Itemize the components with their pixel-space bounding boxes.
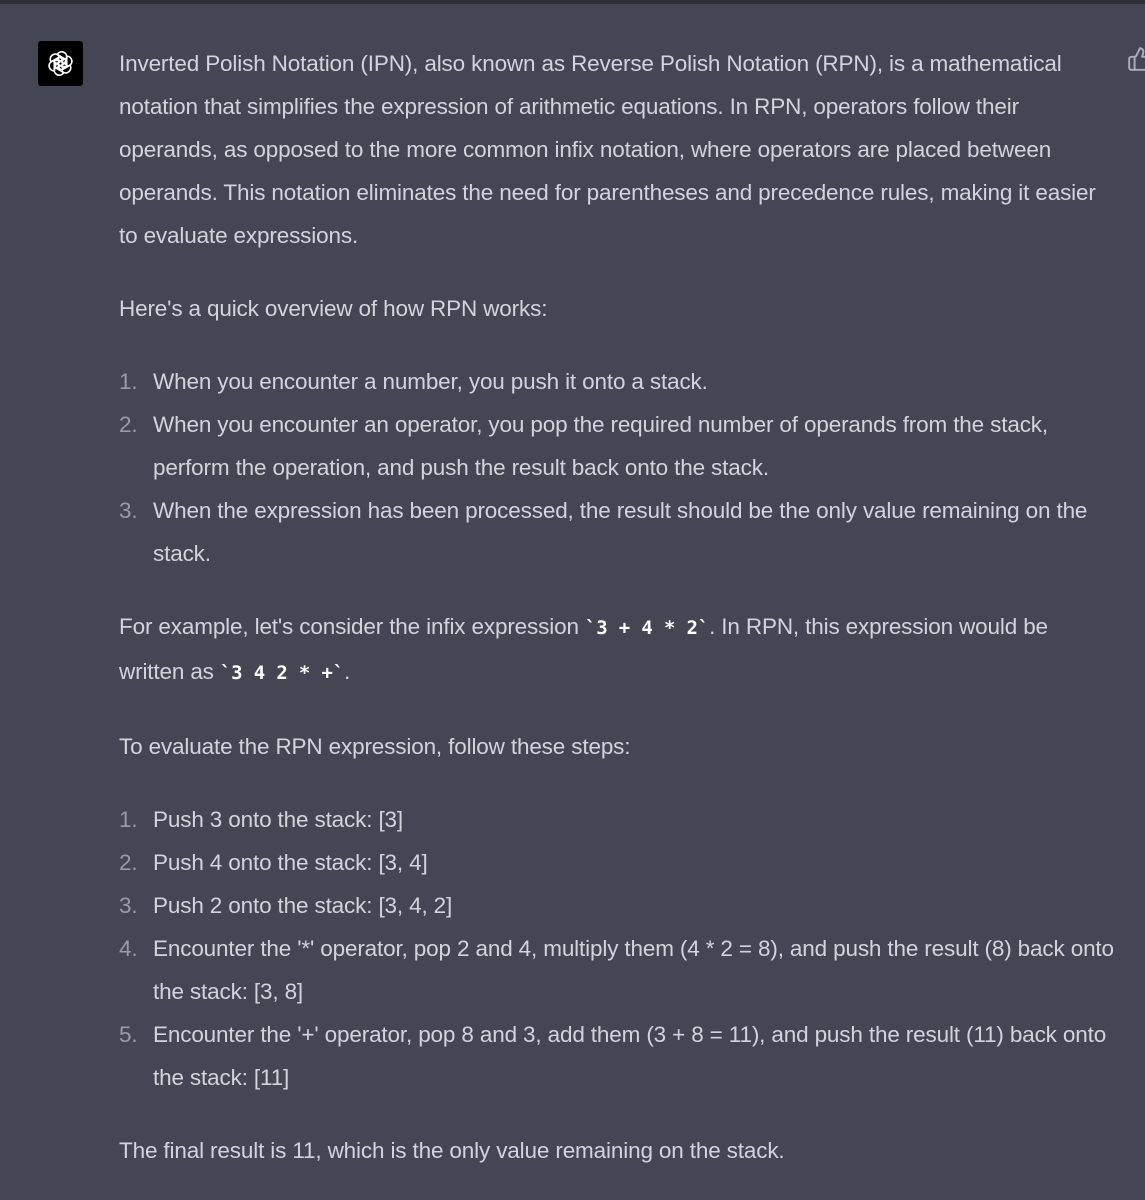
overview-heading: Here's a quick overview of how RPN works: <box>119 296 548 321</box>
list-item-text: Encounter the '*' operator, pop 2 and 4, multiply them (4 * 2 = 8), and push the result (8) back onto the stack: [3, 8] <box>153 936 1114 1004</box>
example-paragraph <box>119 605 1119 695</box>
list-item-text: Push 3 onto the stack: [3] <box>153 807 404 832</box>
rpn-code: `3 4 2 * +` <box>219 662 345 684</box>
list-number: 3. <box>119 498 138 523</box>
openai-logo-icon <box>45 48 76 79</box>
list-item <box>119 489 1119 575</box>
list-item <box>119 798 1119 841</box>
list-item <box>119 1013 1119 1099</box>
list-item <box>119 884 1119 927</box>
list-number: 5. <box>119 1022 138 1047</box>
top-divider <box>0 0 1145 4</box>
list-number: 1. <box>119 369 138 394</box>
example-text-after: . <box>344 659 351 684</box>
list-number: 4. <box>119 936 138 961</box>
list-number: 1. <box>119 807 138 832</box>
example-text-middle: . In RPN, this expression would be written as <box>119 614 1048 684</box>
list-item-text: When you encounter a number, you push it onto a stack. <box>153 369 708 394</box>
list-number: 2. <box>119 850 138 875</box>
conclusion-paragraph: The final result is 11, which is the only value remaining on the stack. <box>119 1138 785 1163</box>
list-item <box>119 403 1119 489</box>
intro-paragraph: Inverted Polish Notation (IPN), also known as Reverse Polish Notation (RPN), is a mathematical notation that simplifies the expression of arithmetic equations. In RPN, operators follow their operands, as opposed to the more common infix notation, where operators are placed between operands. This notation eliminates the need for parentheses and precedence rules, making it easier to evaluate expressions. <box>119 51 1096 248</box>
list-item-text: When the expression has been processed, the result should be the only value remaining on the stack. <box>153 498 1088 566</box>
list-number: 2. <box>119 412 138 437</box>
example-text-before: For example, let's consider the infix expression <box>119 614 585 639</box>
list-item-text: Push 4 onto the stack: [3, 4] <box>153 850 428 875</box>
list-item <box>119 841 1119 884</box>
list-item <box>119 360 1119 403</box>
steps-heading: To evaluate the RPN expression, follow these steps: <box>119 734 631 759</box>
infix-code: `3 + 4 * 2` <box>584 617 710 639</box>
assistant-message <box>119 42 1119 1200</box>
list-item-text: When you encounter an operator, you pop the required number of operands from the stack, perform the operation, and push the result back onto the stack. <box>153 412 1049 480</box>
list-item-text: Push 2 onto the stack: [3, 4, 2] <box>153 893 453 918</box>
list-item-text: Encounter the '+' operator, pop 8 and 3, add them (3 + 8 = 11), and push the result (11) back onto the stack: [11] <box>153 1022 1107 1090</box>
assistant-avatar <box>38 41 83 86</box>
steps-list <box>119 798 1119 1099</box>
rules-list <box>119 360 1119 575</box>
list-item <box>119 927 1119 1013</box>
thumbs-up-icon <box>1127 46 1145 72</box>
list-number: 3. <box>119 893 138 918</box>
thumbs-up-button[interactable] <box>1127 46 1145 72</box>
